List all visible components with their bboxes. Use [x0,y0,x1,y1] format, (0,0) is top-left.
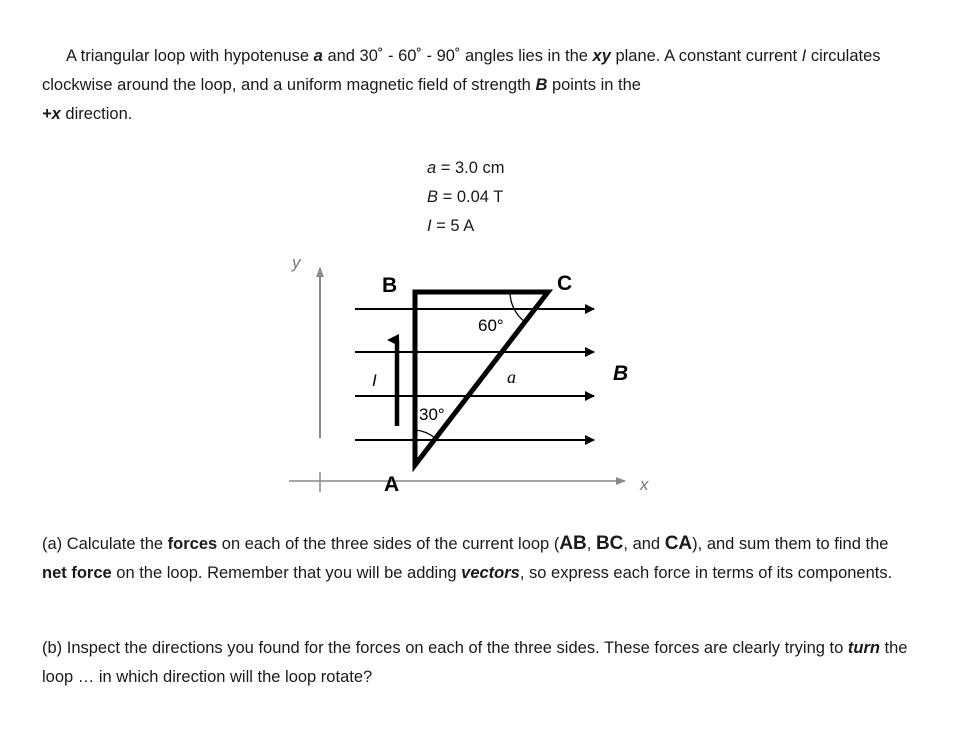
hypotenuse-symbol: a [313,47,323,65]
given-i-value: = 5 A [431,217,475,235]
part-a-text: , [586,535,596,553]
angle-30-label: 30° [419,405,445,424]
intro-text: direction. [60,105,133,123]
intro-text: points in the [547,76,641,94]
part-a-text: (a) Calculate the [42,535,168,553]
side-ca: CA [664,533,693,554]
plane-symbol: xy [592,47,611,65]
field-label: B [613,362,629,385]
vertex-a-label: A [384,473,400,496]
angle-arc-60 [510,292,525,322]
part-a-text: , and [623,535,665,553]
side-ab: AB [559,533,587,554]
question-part-a [42,529,912,588]
field-symbol: B [535,76,548,94]
given-a-value: = 3.0 cm [436,159,505,177]
intro-text: A triangular loop with hypotenuse [66,47,314,65]
given-a-symbol: a [427,159,437,177]
given-b-symbol: B [427,188,439,206]
side-bc: BC [595,533,624,554]
angle-60-label: 60° [478,316,504,335]
part-b-text: the loop … in which direction will the loop rotate? [42,639,908,686]
intro-text: and 30˚ - 60˚ - 90˚ angles lies in the [322,47,593,65]
part-a-text: ), and sum them to find the [692,535,889,553]
part-b-text: (b) Inspect the directions you found for the forces on each of the three sides. These forces are clearly trying to [42,639,848,657]
intro-text: plane. A constant current [610,47,802,65]
part-a-text: on each of the three sides of the current loop ( [217,535,560,553]
question-part-b [42,634,912,692]
part-a-forces: forces [167,535,218,553]
part-a-text: on the loop. Remember that you will be adding [111,564,462,582]
part-b-turn: turn [847,639,880,657]
part-a-net-force: net force [42,564,112,582]
x-axis-label: x [640,475,649,494]
current-symbol: I [801,47,807,65]
part-a-text: , so express each force in terms of its components. [519,564,893,582]
vertex-c-label: C [557,272,573,295]
intro-text: circulates clockwise around the loop, and a uniform magnetic field of strength [42,47,881,94]
direction-symbol: +x [42,105,61,123]
y-axis-label: y [292,253,301,272]
given-i-symbol: I [427,217,432,235]
given-b-value: = 0.04 T [438,188,504,206]
vertex-b-label: B [382,274,398,297]
hypotenuse-label: a [507,367,516,387]
angle-arc-30 [415,430,435,438]
current-label: I [372,371,377,390]
part-a-vectors: vectors [461,564,520,582]
